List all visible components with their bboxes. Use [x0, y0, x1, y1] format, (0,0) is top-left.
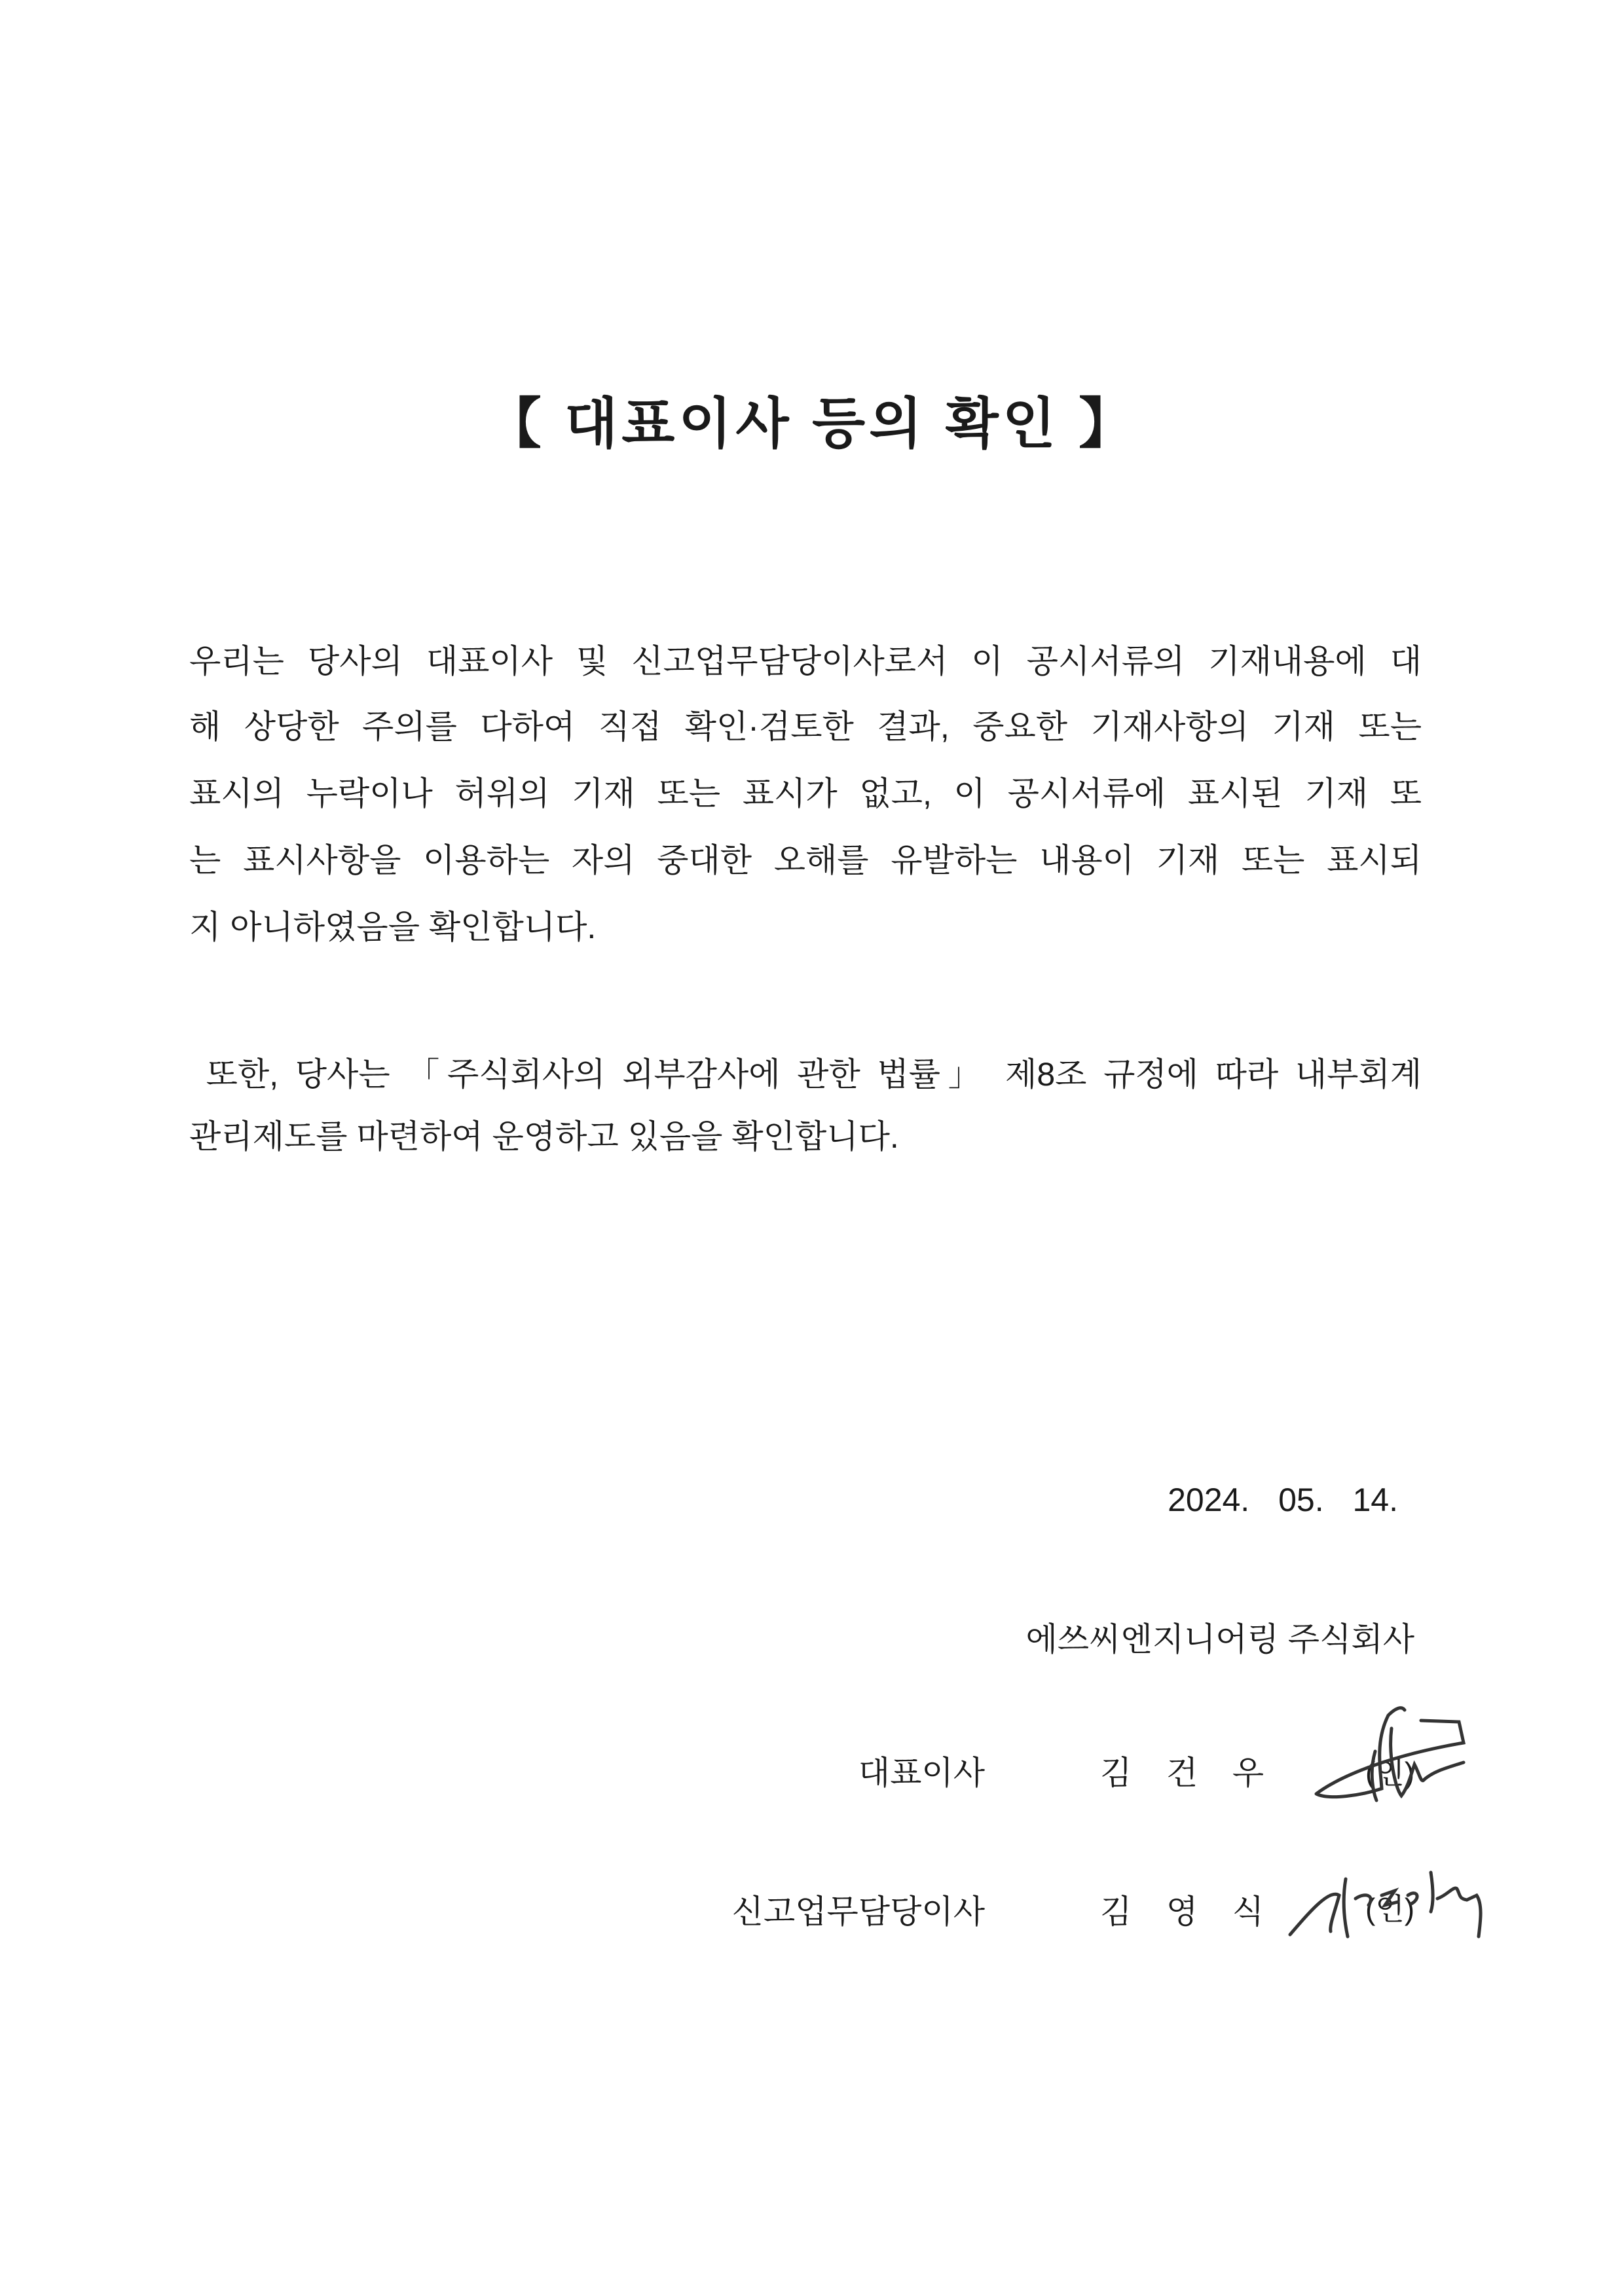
signature-disclosure-officer-icon [1283, 1859, 1559, 1944]
paragraph-line: 관리제도를 마련하여 운영하고 있음을 확인합니다. [189, 1118, 899, 1155]
paragraph-line: 우리는 당사의 대표이사 및 신고업무담당이사로서 이 공시서류의 기재내용에 대 [189, 643, 1422, 680]
signatory-role: 대표이사 [858, 1755, 985, 1791]
paragraph-line: 또한, 당사는 「주식회사의 외부감사에 관한 법률」 제8조 규정에 따라 내부회계 [189, 1056, 1422, 1093]
paragraph-line: 표시의 누락이나 허위의 기재 또는 표시가 없고, 이 공시서류에 표시된 기재 또 [189, 775, 1422, 812]
paragraph-line: 는 표시사항을 이용하는 자의 중대한 오해를 유발하는 내용이 기재 또는 표시되 [189, 842, 1422, 879]
paragraph-line: 지 아니하였음을 확인합니다. [189, 909, 597, 945]
page-title: 【 대표이사 등의 확인 】 [486, 393, 1138, 454]
signatory-name: 김 영 식 [1100, 1893, 1264, 1930]
seal-mark: (인) [1365, 1892, 1415, 1926]
signatory-name: 김 건 우 [1100, 1755, 1264, 1791]
paragraph-line: 해 상당한 주의를 다하여 직접 확인·검토한 결과, 중요한 기재사항의 기재 또는 [189, 708, 1422, 745]
signature-ceo-icon [1303, 1702, 1486, 1846]
document-date: 2024. 05. 14. [1168, 1482, 1398, 1518]
seal-mark: (인) [1365, 1756, 1415, 1790]
company-name: 에쓰씨엔지니어링 주식회사 [1025, 1621, 1414, 1658]
signatory-role: 신고업무담당이사 [731, 1893, 985, 1930]
